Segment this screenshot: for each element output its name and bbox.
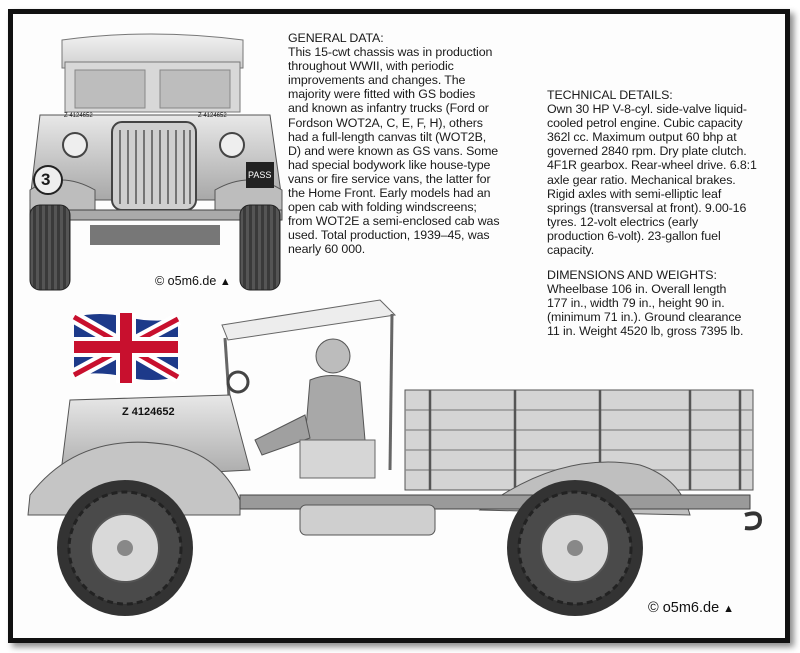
general-data-body: This 15-cwt chassis was in production throughout WWII, with periodic improvements and changes. The majority were fitted with GS bodies and known as infantry trucks (Ford or Fordson WOT2A, C, E, F, H), others had a full-length canvas tilt (WOT2B, D) and were known as GS vans. Some had special bodywork like house-type vans or fire service vans, the latter for the Home Front. Early models had an open cab with folding windscreens; from WOT2E a semi-enclosed cab was used. Total production, 1939–45, was nearly 60 000. (288, 45, 500, 257)
registration-number: Z 4124652 (122, 406, 175, 418)
bird-logo-icon: ▲ (723, 603, 735, 615)
copyright-text-top: © o5m6.de (155, 274, 217, 288)
general-data-section (288, 31, 543, 257)
technical-details-section (547, 88, 779, 257)
technical-details-heading: TECHNICAL DETAILS: (547, 88, 673, 102)
front-plate-right: Z 4124652 (198, 113, 227, 119)
dimensions-section (547, 268, 779, 338)
copyright-watermark-top (155, 274, 231, 288)
unit-number: 3 (41, 170, 51, 189)
dimensions-heading: DIMENSIONS AND WEIGHTS: (547, 268, 717, 282)
general-data-heading: GENERAL DATA: (288, 31, 384, 45)
pass-plate: PASS (248, 170, 272, 180)
front-plate-left: Z 4124652 (64, 113, 93, 119)
copyright-watermark-bottom (648, 600, 734, 616)
bird-logo-icon: ▲ (219, 276, 231, 288)
copyright-text-bottom: © o5m6.de (648, 600, 720, 616)
dimensions-body: Wheelbase 106 in. Overall length 177 in., width 79 in., height 90 in. (minimum 71 in.). Ground clearance 11 in. Weight 4520 lb, gross 7395 lb. (547, 282, 744, 339)
technical-details-body: Own 30 HP V-8-cyl. side-valve liquid- cooled petrol engine. Cubic capacity 362l cc. Maximum output 60 bhp at governed 2840 rpm. Dry plate clutch. 4F1R gearbox. Rear-wheel drive. 6.8:1 axle gear ratio. Mechanical brakes. Rigid axles with semi-elliptic leaf springs (transversal at front). 9.00-16 tyres. 12-volt electrics (early production 6-volt). 23-gallon fuel capacity. (547, 102, 757, 258)
